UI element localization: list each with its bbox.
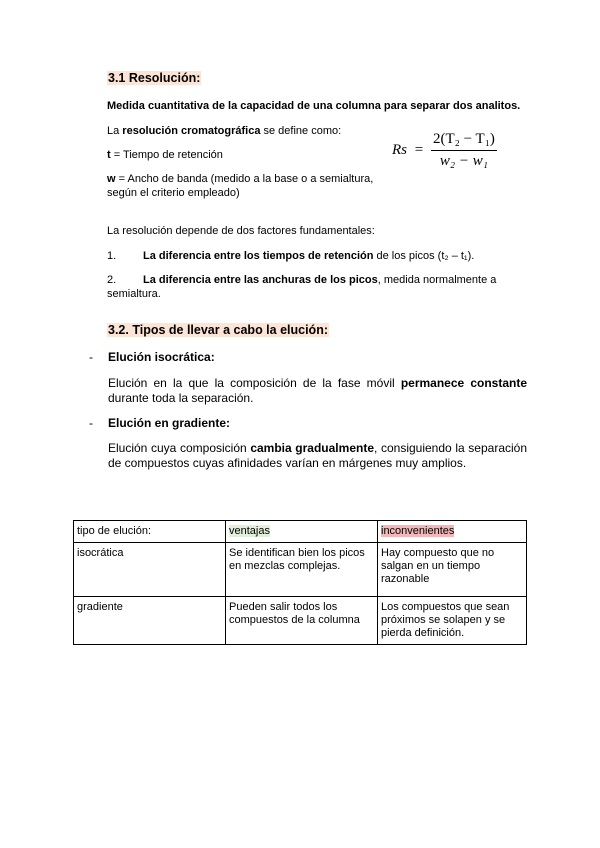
header-tipo bbox=[74, 521, 226, 543]
iso-bold: permanece constante bbox=[400, 376, 527, 390]
bullet-isocratica: - bbox=[89, 350, 93, 364]
header-ventajas bbox=[226, 521, 378, 543]
w-definition bbox=[107, 172, 397, 200]
w-desc: = Ancho de banda (medido a la base o a semialtura, según el criterio empleado) bbox=[107, 173, 374, 199]
factor-1-rest: de los picos (t₂ – t₁). bbox=[373, 250, 475, 262]
factor-1-number: 1. bbox=[107, 250, 117, 262]
header-inconvenientes-text: inconvenientes bbox=[381, 525, 455, 537]
header-tipo-text: tipo de elución: bbox=[77, 525, 151, 537]
formula-fraction bbox=[431, 131, 497, 170]
isocratica-title: Elución isocrática: bbox=[108, 350, 215, 364]
elution-table bbox=[73, 520, 527, 645]
formula-denominator: w₂ − w₁ bbox=[439, 153, 488, 169]
cell-inconvenientes: Los compuestos que sean próximos se solapen y se pierda definición. bbox=[378, 597, 527, 645]
grad-post: , consiguiendo la separación de compuestos cuyas afinidades varían en márgenes muy amplios. bbox=[108, 441, 528, 470]
factor-2-bold: La diferencia entre las anchuras de los picos bbox=[143, 274, 378, 286]
cell-ventajas: Se identifican bien los picos en mezclas complejas. bbox=[226, 543, 378, 597]
factor-2-rest: , medida normalmente a semialtura. bbox=[107, 274, 497, 300]
cell-ventajas: Pueden salir todos los compuestos de la columna bbox=[226, 597, 378, 645]
bullet-gradiente: - bbox=[89, 416, 93, 430]
gradiente-title: Elución en gradiente: bbox=[108, 416, 231, 430]
factor-2 bbox=[107, 273, 527, 301]
table-row bbox=[74, 597, 527, 645]
iso-pre: Elución en la que la composición de la fase móvil bbox=[108, 376, 401, 390]
resolution-depends: La resolución depende de dos factores fundamentales: bbox=[107, 225, 375, 237]
grad-pre: Elución cuya composición bbox=[108, 441, 251, 455]
intro-text: La bbox=[107, 125, 123, 137]
isocratica-desc bbox=[108, 376, 527, 406]
header-inconvenientes bbox=[378, 521, 527, 543]
factor-2-number: 2. bbox=[107, 274, 117, 286]
header-ventajas-text: ventajas bbox=[229, 525, 270, 537]
t-label: t bbox=[107, 149, 111, 161]
cell-inconvenientes: Hay compuesto que no salgan en un tiempo razonable bbox=[378, 543, 527, 597]
intro-post-text: se define como: bbox=[260, 125, 342, 137]
grad-bold: cambia gradualmente bbox=[250, 441, 374, 455]
intro-bold-text: resolución cromatográfica bbox=[122, 125, 261, 137]
table-header-row bbox=[74, 521, 527, 543]
section-title-tipos-elucion: 3.2. Tipos de llevar a cabo la elución: bbox=[108, 323, 328, 337]
formula-equals: = bbox=[414, 141, 424, 158]
cell-tipo: isocrática bbox=[74, 543, 226, 597]
factor-1 bbox=[107, 249, 527, 263]
factor-1-bold: La diferencia entre los tiempos de retención bbox=[143, 250, 374, 262]
t-definition bbox=[107, 148, 223, 162]
table-row bbox=[74, 543, 527, 597]
resolution-formula bbox=[392, 131, 497, 170]
iso-post: durante toda la separación. bbox=[108, 391, 254, 405]
formula-numerator: 2(T₂ − T₁) bbox=[431, 131, 497, 151]
resolution-intro bbox=[107, 124, 341, 138]
t-desc: = Tiempo de retención bbox=[110, 149, 223, 161]
formula-lhs: Rs bbox=[392, 141, 407, 158]
cell-tipo: gradiente bbox=[74, 597, 226, 645]
section-title-resolucion: 3.1 Resolución: bbox=[108, 71, 201, 85]
resolution-definition: Medida cuantitativa de la capacidad de una columna para separar dos analitos. bbox=[107, 100, 521, 112]
w-label: w bbox=[107, 173, 116, 185]
gradiente-desc bbox=[108, 441, 527, 471]
